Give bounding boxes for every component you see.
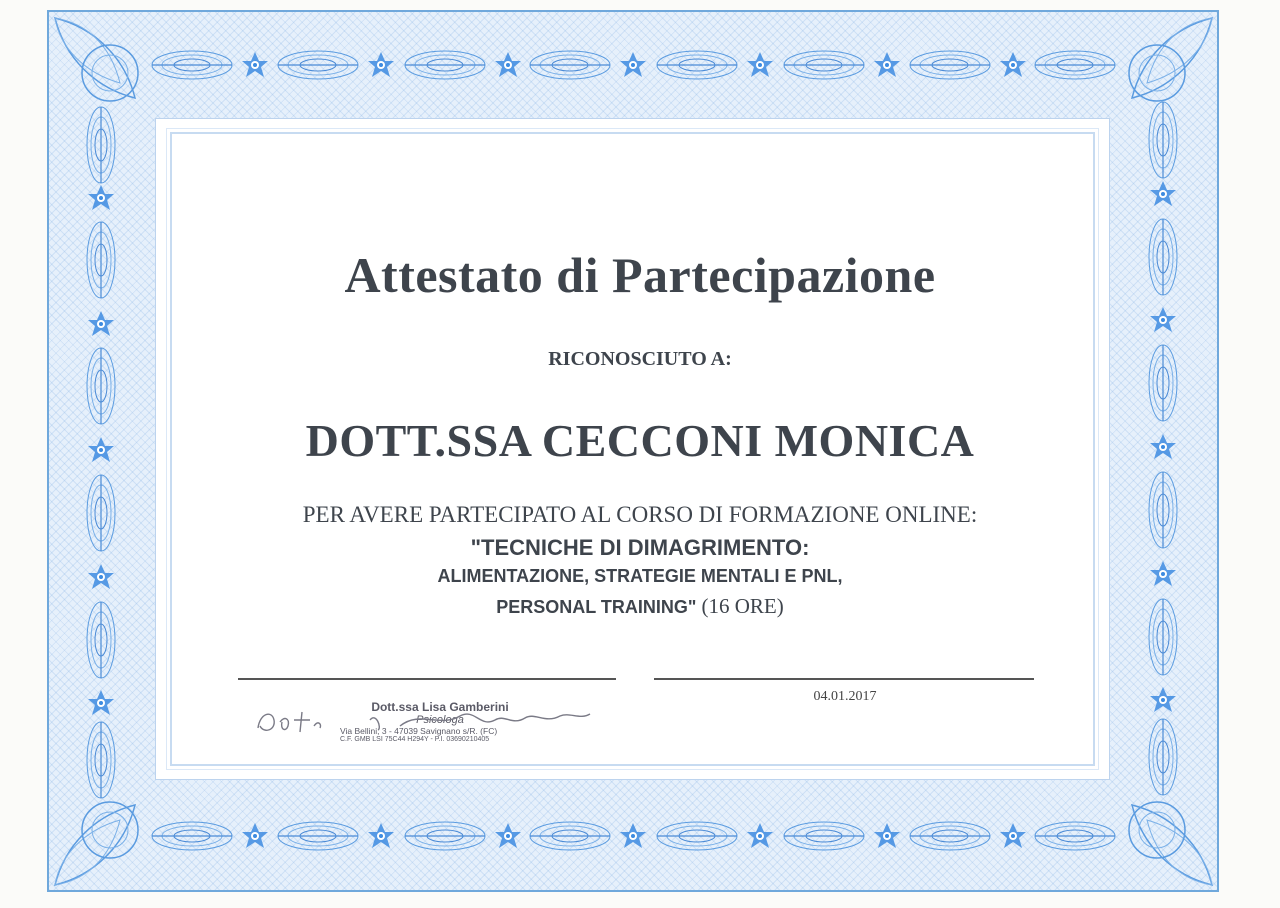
handwritten-signature — [250, 698, 600, 743]
stamp-tax-ids: C.F. GMB LSI 75C44 H294Y - P.I. 03690210405 — [340, 736, 490, 743]
stamp-role: Psicologa — [416, 714, 464, 726]
recipient-name: DOTT.SSA CECCONI MONICA — [305, 415, 975, 466]
course-title-line3-text: PERSONAL TRAINING" — [496, 597, 697, 617]
participation-text: PER AVERE PARTECIPATO AL CORSO DI FORMAZIONE ONLINE: — [302, 502, 978, 527]
course-title-line3 — [0, 594, 1280, 619]
certificate-date: 04.01.2017 — [813, 689, 877, 704]
stamp-address: Via Bellini, 3 - 47039 Savignano s/R. (FC) — [340, 726, 498, 736]
recognized-label: RICONOSCIUTO A: — [548, 348, 732, 370]
certificate-title: Attestato di Partecipazione — [344, 247, 936, 303]
course-title-line2: ALIMENTAZIONE, STRATEGIE MENTALI E PNL, — [437, 566, 843, 586]
signature-line-right — [654, 678, 1034, 680]
course-title-line1: "TECNICHE DI DIMAGRIMENTO: — [470, 535, 810, 560]
signature-line-left — [238, 678, 616, 680]
stamp-name: Dott.ssa Lisa Gamberini — [371, 700, 509, 714]
course-hours: (16 ORE) — [701, 594, 784, 618]
